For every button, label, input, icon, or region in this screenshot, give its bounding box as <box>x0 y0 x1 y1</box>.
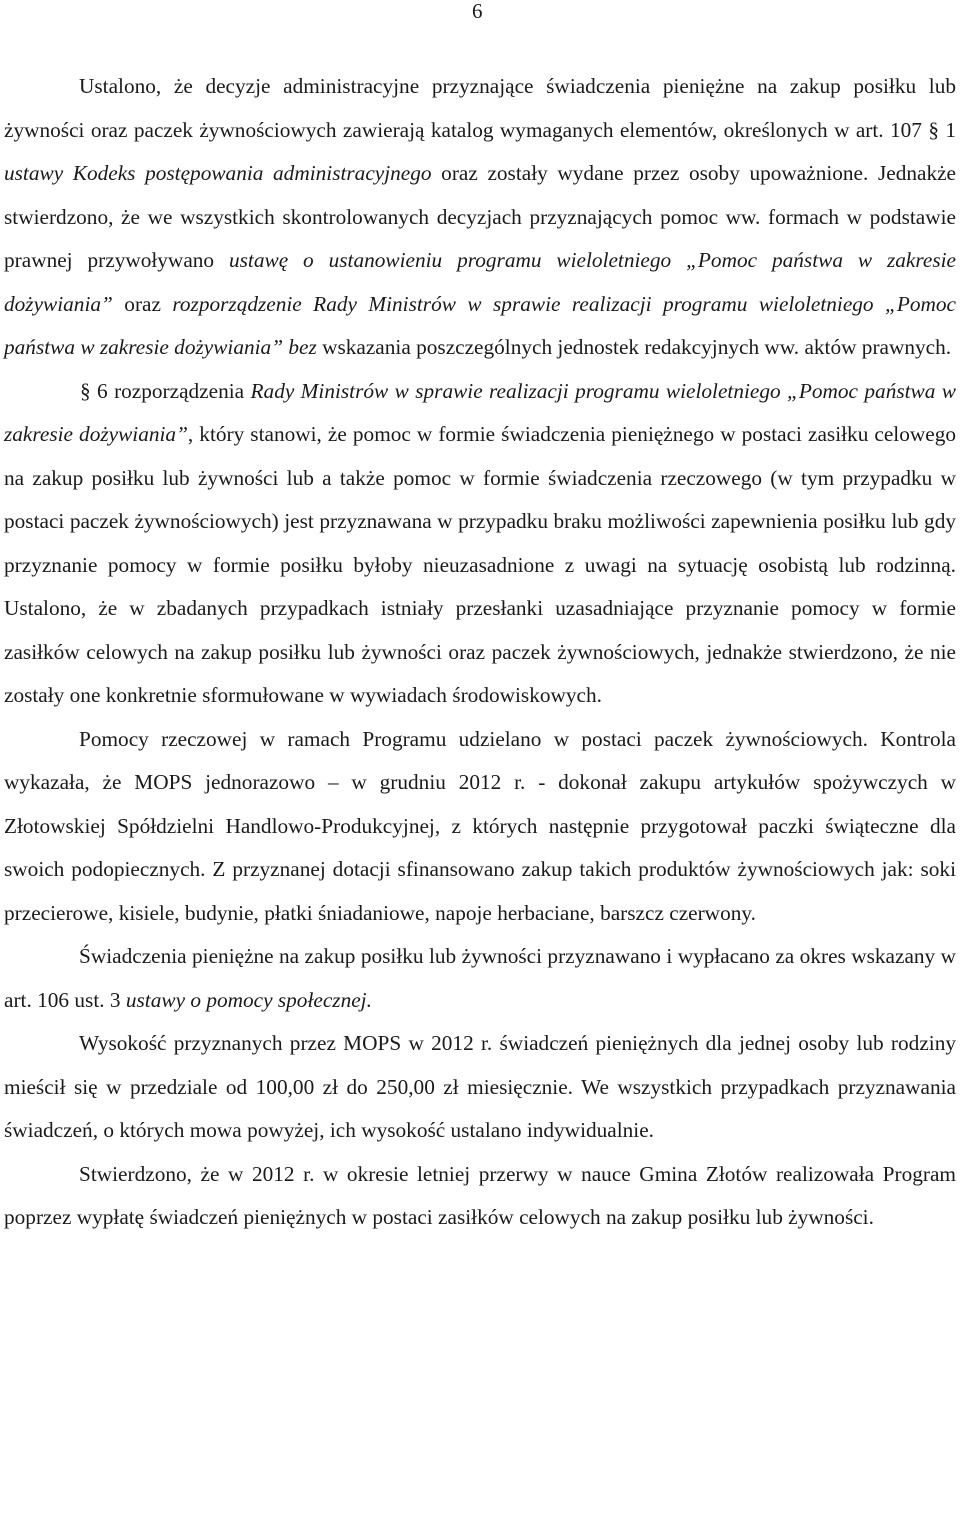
paragraph-text: Ustalono, że decyzje administracyjne przyznające świadczenia pieniężne na zakup posiłku lub żywności oraz paczek żywnościowych zawierają katalog wymaganych elementów, określonych w art. 107 § 1 <box>4 74 956 142</box>
document-body <box>4 65 956 1240</box>
legal-act-title: rozporządzenie Rady Ministrów w sprawie realizacji programu wieloletniego „Pomoc państwa w zakresie dożywiania” bez <box>4 291 956 359</box>
page-number: 6 <box>472 0 483 23</box>
legal-act-title: ustawy Kodeks postępowania administracyjnego <box>4 161 432 185</box>
paragraph-regulation <box>4 370 956 718</box>
paragraph-text: Pomocy rzeczowej w ramach Programu udzielano w postaci paczek żywnościowych. Kontrola wykazała, że MOPS jednorazowo – w grudniu 2012 r. - dokonał zakupu artykułów spożywczych w Złotowskiej Spółdzielni Handlowo-Produkcyjnej, z których następnie przygotował paczki świąteczne dla swoich podopiecznych. Z przyznanej dotacji sfinansowano zakup takich produktów żywnościowych jak: soki przecierowe, kisiele, budynie, płatki śniadaniowe, napoje herbaciane, barszcz czerwony. <box>4 726 956 925</box>
paragraph-benefit-amounts <box>4 1022 956 1153</box>
paragraph-text: Stwierdzono, że w 2012 r. w okresie letniej przerwy w nauce Gmina Złotów realizowała Program poprzez wypłatę świadczeń pieniężnych w postaci zasiłków celowych na zakup posiłku lub żywności. <box>4 1161 956 1229</box>
paragraph-cash-benefits <box>4 935 956 1022</box>
paragraph-text: wskazania poszczególnych jednostek redakcyjnych ww. aktów prawnych. <box>316 335 952 359</box>
paragraph-decisions <box>4 65 956 370</box>
paragraph-text: § 6 rozporządzenia <box>80 378 251 403</box>
legal-act-title: ustawę o ustanowieniu programu wieloletniego „Pomoc państwa w zakresie dożywiania” <box>4 248 956 316</box>
paragraph-text: , który stanowi, że pomoc w formie świadczenia pieniężnego w postaci zasiłku celowego na zakup posiłku lub żywności lub a także pomoc w formie świadczenia rzeczowego (w tym przypadku w postaci paczek żywnościowych) jest przyznawana w przypadku braku możliwości zapewnienia posiłku lub gdy przyznanie pomocy w formie posiłku byłoby nieuzasadnione z uwagi na sytuację osobistą lub rodzinną. Ustalono, że w zbadanych przypadkach istniały przesłanki uzasadniające przyznanie pomocy w formie zasiłków celowych na zakup posiłku lub żywności oraz paczek żywnościowych, jednakże stwierdzono, że nie zostały one konkretnie sformułowane w wywiadach środowiskowych. <box>4 422 956 707</box>
paragraph-material-aid <box>4 718 956 936</box>
paragraph-text: Świadczenia pieniężne na zakup posiłku lub żywności przyznawano i wypłacano za okres wskazany w art. 106 ust. 3 <box>4 944 956 1012</box>
paragraph-text: Wysokość przyznanych przez MOPS w 2012 r. świadczeń pieniężnych dla jednej osoby lub rodziny mieścił się w przedziale od 100,00 zł do 250,00 zł miesięcznie. We wszystkich przypadkach przyznawania świadczeń, o których mowa powyżej, ich wysokość ustalano indywidualnie. <box>4 1031 956 1142</box>
legal-act-title: ustawy o pomocy społecznej. <box>125 987 372 1012</box>
paragraph-text: oraz <box>112 291 173 316</box>
legal-act-title: Rady Ministrów w sprawie realizacji programu wieloletniego „Pomoc państwa w zakresie dożywiania” <box>4 378 956 446</box>
paragraph-text: oraz zostały wydane przez osoby upoważnione. Jednakże stwierdzono, że we wszystkich skontrolowanych decyzjach przyznających pomoc ww. formach w podstawie prawnej przywoływano <box>4 161 956 272</box>
paragraph-summer-break <box>4 1153 956 1240</box>
